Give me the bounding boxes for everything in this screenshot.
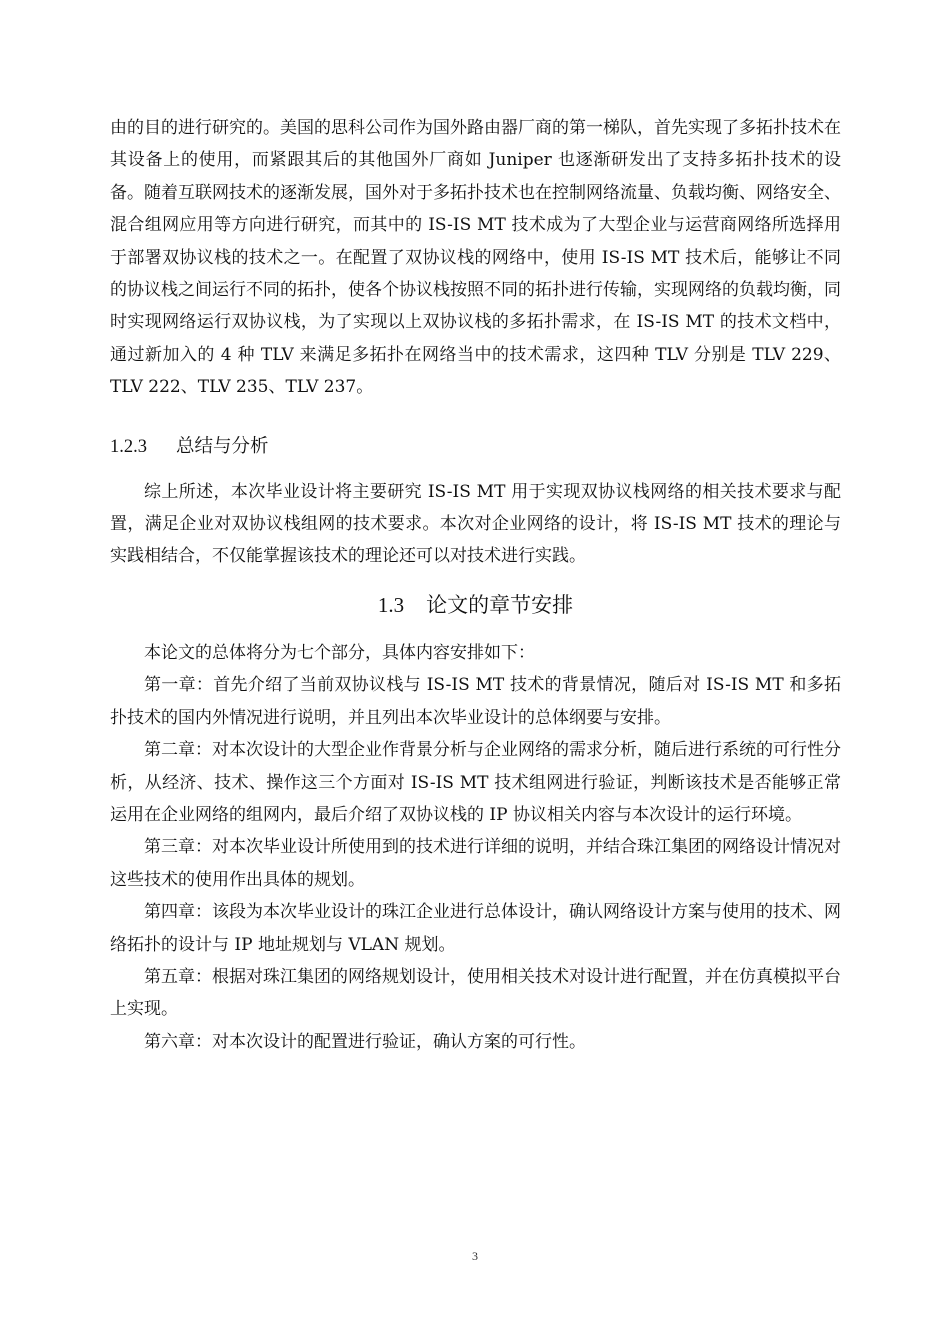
- chapter-paragraph: 第二章：对本次设计的大型企业作背景分析与企业网络的需求分析，随后进行系统的可行性分析，从经济、技术、操作这三个方面对 IS-IS MT 技术组网进行验证，判断该技术是否能够正常运用在企业网络的组网内，最后介绍了双协议栈的 IP 协议相关内容与本次设计的运行环境。: [110, 740, 841, 825]
- section-number: 1.3: [377, 592, 405, 617]
- section-heading-1-2-3: [110, 432, 841, 462]
- section-title: 论文的章节安排: [426, 592, 574, 617]
- page-number: 3: [472, 1249, 478, 1263]
- chapter-paragraph: 第一章：首先介绍了当前双协议栈与 IS-IS MT 技术的背景情况，随后对 IS-IS MT 和多拓扑技术的国内外情况进行说明，并且列出本次毕业设计的总体纲要与安排。: [110, 675, 841, 728]
- chapter-paragraph: 第三章：对本次毕业设计所使用到的技术进行详细的说明，并结合珠江集团的网络设计情况对这些技术的使用作出具体的规划。: [110, 837, 841, 890]
- chapter-paragraph: 第六章：对本次设计的配置进行验证，确认方案的可行性。: [144, 1031, 586, 1052]
- page-body: [110, 112, 841, 1058]
- section-number: 1.2.3: [110, 436, 147, 457]
- section-title: 总结与分析: [176, 435, 269, 457]
- body-paragraph: 由的目的进行研究的。美国的思科公司作为国外路由器厂商的第一梯队，首先实现了多拓扑技术在其设备上的使用，而紧跟其后的其他国外厂商如 Juniper 也逐渐研发出了支持多拓扑技术的设备。随着互联网技术的逐渐发展，国外对于多拓扑技术也在控制网络流量、负载均衡、网络安全、混合组网应用等方向进行研究，而其中的 IS-IS MT 技术成为了大型企业与运营商网络所选择用于部署双协议栈的技术之一。在配置了双协议栈的网络中，使用 IS-IS MT 技术后，能够让不同的协议栈之间运行不同的拓扑，使各个协议栈按照不同的拓扑进行传输，实现网络的负载均衡，同时实现网络运行双协议栈，为了实现以上双协议栈的多拓扑需求，在 IS-IS MT 的技术文档中，通过新加入的 4 种 TLV 来满足多拓扑在网络当中的技术需求，这四种 TLV 分别是 TLV 229、TLV 222、TLV 235、TLV 237。: [110, 118, 841, 398]
- body-paragraph: 综上所述，本次毕业设计将主要研究 IS-IS MT 用于实现双协议栈网络的相关技术要求与配置，满足企业对双协议栈组网的技术要求。本次对企业网络的设计，将 IS-IS MT 技术的理论与实践相结合，不仅能掌握该技术的理论还可以对技术进行实践。: [110, 481, 841, 567]
- section-heading-1-3: [110, 589, 841, 621]
- chapter-paragraph: 第五章：根据对珠江集团的网络规划设计，使用相关技术对设计进行配置，并在仿真模拟平台上实现。: [110, 966, 841, 1020]
- chapter-paragraph: 第四章：该段为本次毕业设计的珠江企业进行总体设计，确认网络设计方案与使用的技术、网络拓扑的设计与 IP 地址规划与 VLAN 规划。: [110, 902, 841, 955]
- body-paragraph: 本论文的总体将分为七个部分，具体内容安排如下：: [144, 642, 535, 663]
